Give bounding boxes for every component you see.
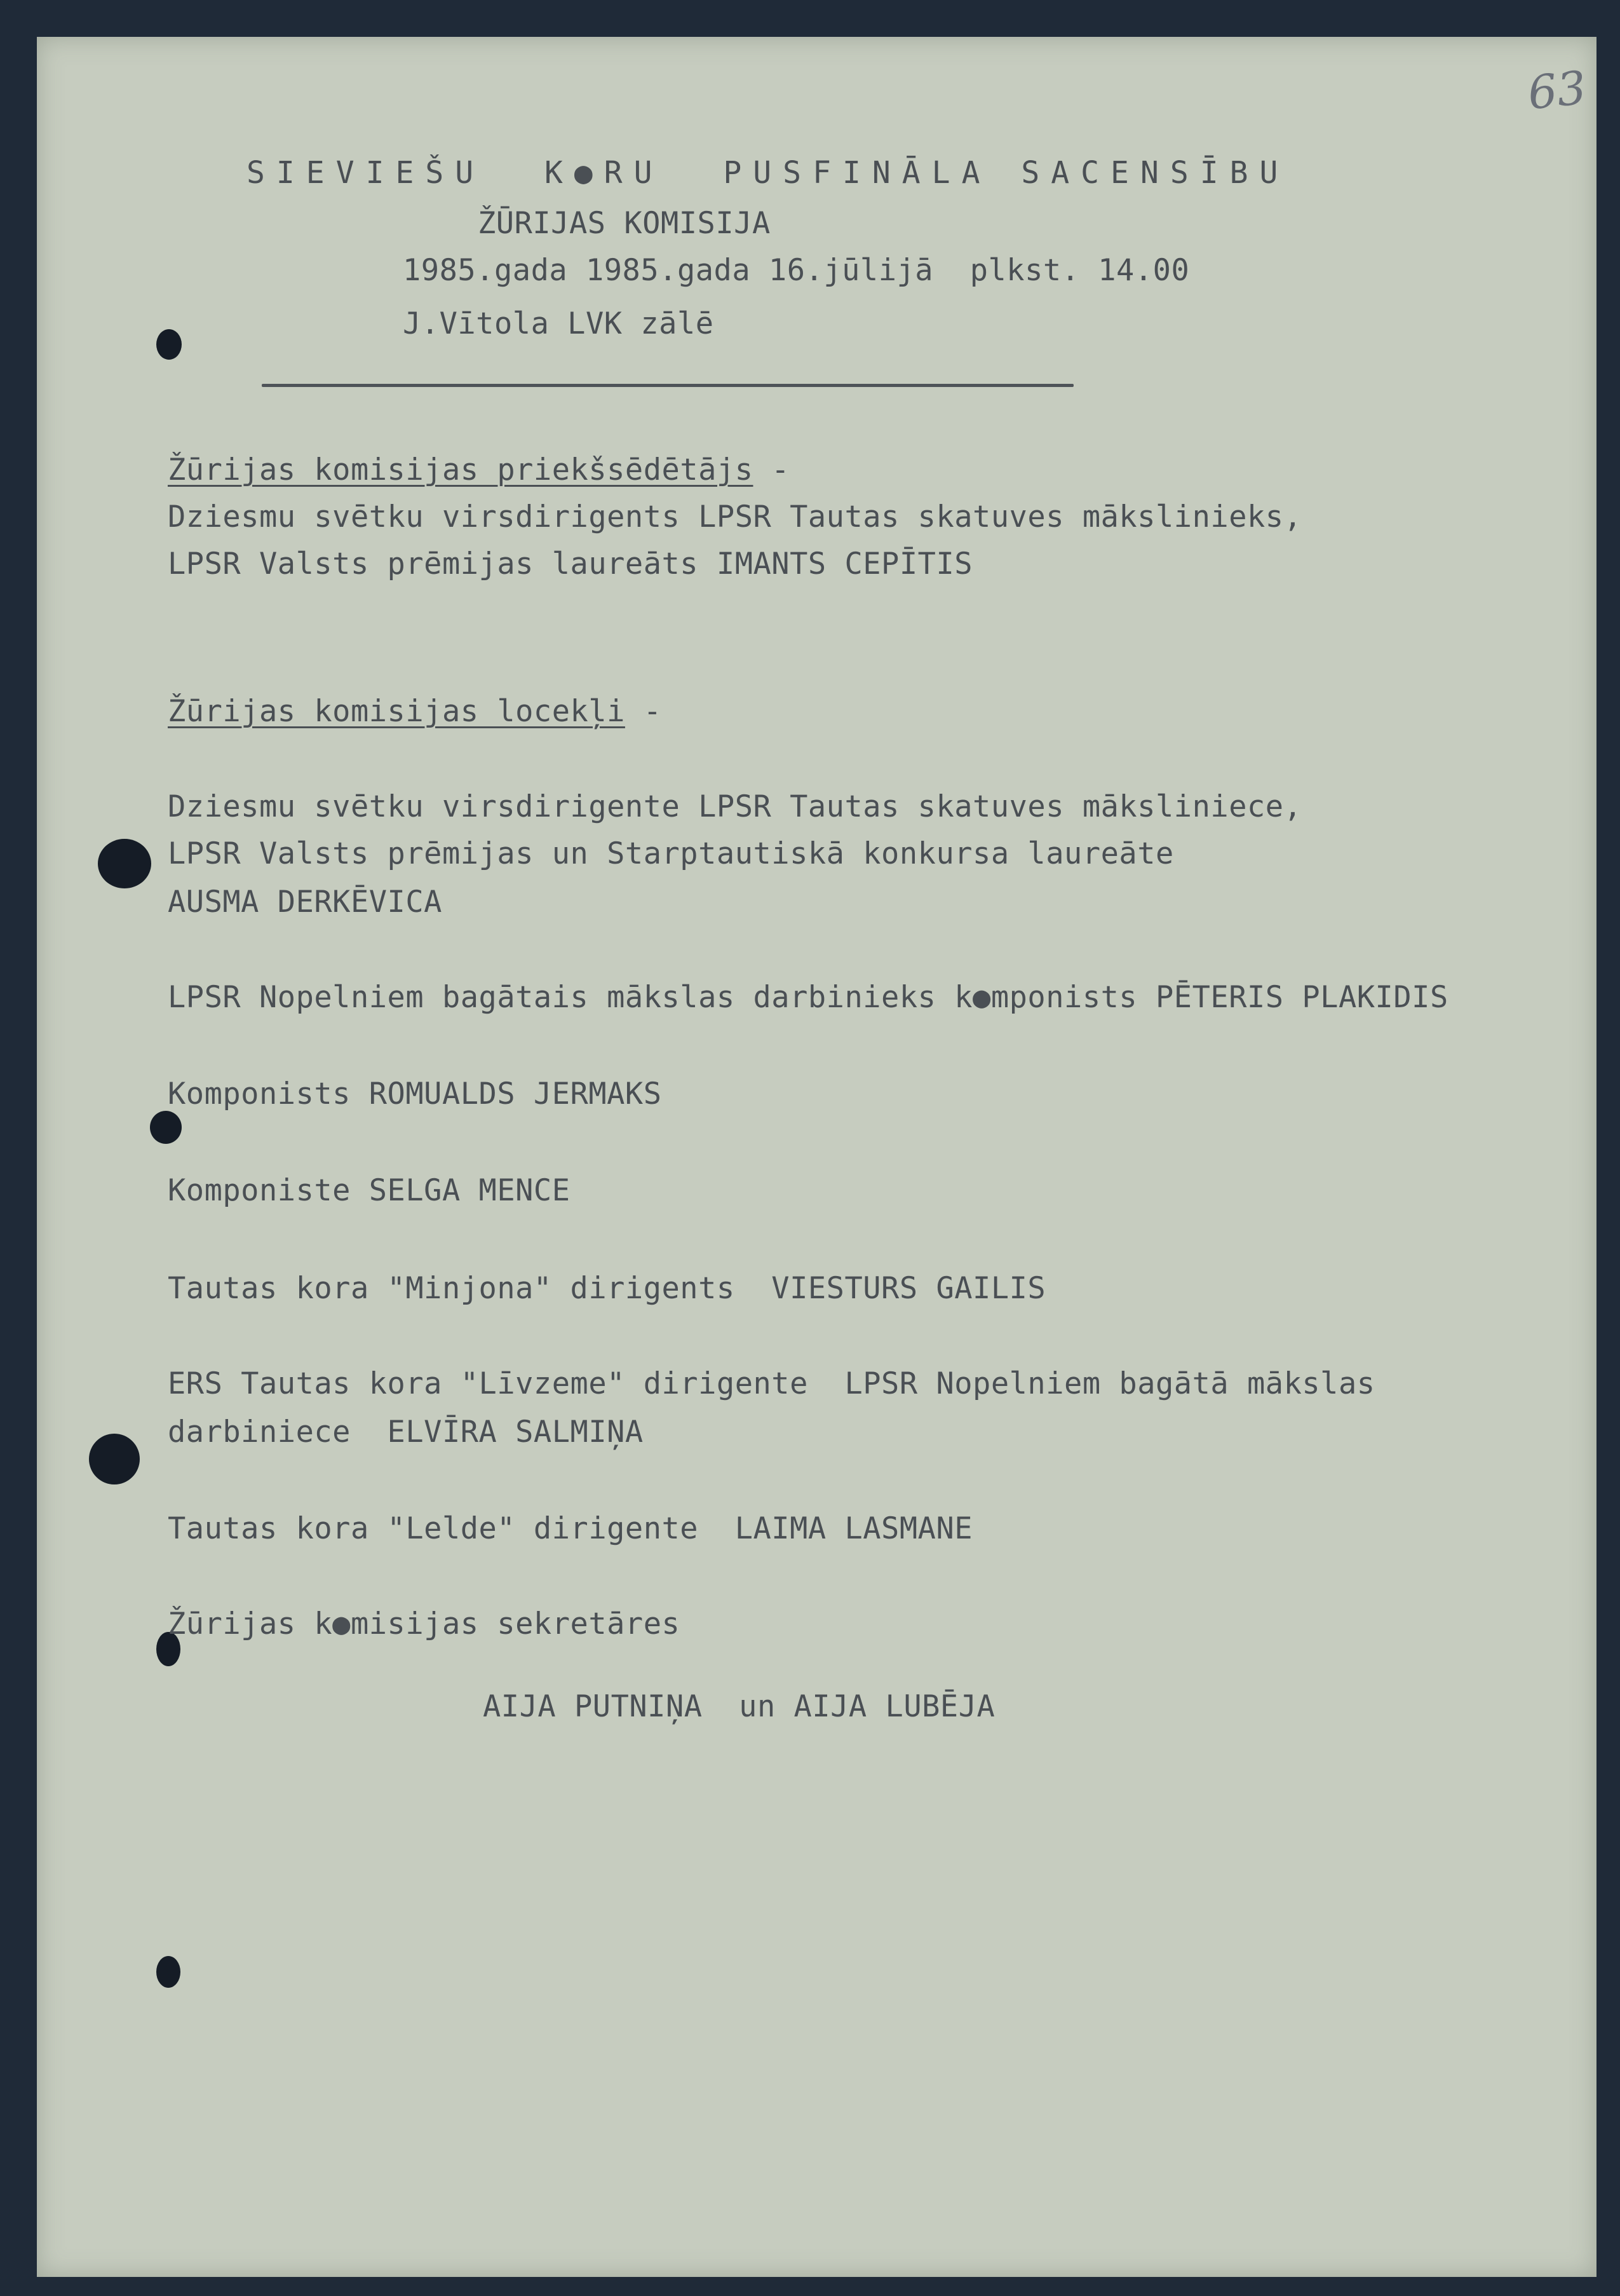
member-line: Dziesmu svētku virsdirigente LPSR Tautas skatuves māksliniece, xyxy=(168,789,1302,824)
document-subtitle: ŽŪRIJAS KOMISIJA xyxy=(478,206,771,241)
punch-hole xyxy=(156,329,182,360)
member-line: ERS Tautas kora "Līvzeme" dirigente LPSR Nopelniem bagātā mākslas xyxy=(168,1366,1375,1401)
venue-line: J.Vītola LVK zālē xyxy=(403,306,714,341)
members-heading-dash: - xyxy=(624,694,662,729)
chair-line-1: Dziesmu svētku virsdirigents LPSR Tautas skatuves mākslinieks, xyxy=(168,499,1302,534)
chair-line-2: LPSR Valsts prēmijas laureāts IMANTS CEPĪTIS xyxy=(168,547,973,581)
members-heading: Žūrijas komisijas locekļi xyxy=(168,694,625,729)
punch-hole xyxy=(98,839,151,888)
punch-hole xyxy=(150,1111,182,1144)
secretaries-heading: Žūrijas k●misijas sekretāres xyxy=(168,1607,680,1641)
secretaries-names: AIJA PUTNIŅA un AIJA LUBĒJA xyxy=(483,1689,996,1724)
chair-heading-row xyxy=(168,452,790,488)
punch-hole xyxy=(89,1434,140,1484)
header-divider xyxy=(262,384,1074,387)
document-sheet xyxy=(37,37,1596,2277)
member-line: LPSR Valsts prēmijas un Starptautiskā konkursa laureāte xyxy=(168,836,1174,871)
document-title: SIEVIEŠU K●RU PUSFINĀLA SACENSĪBU xyxy=(246,155,1290,191)
member-line: darbiniece ELVĪRA SALMIŅA xyxy=(168,1415,644,1450)
member-line: Komponiste SELGA MENCE xyxy=(168,1173,570,1208)
chair-heading: Žūrijas komisijas priekšsēdētājs xyxy=(168,452,753,487)
member-line: AUSMA DERKĒVICA xyxy=(168,885,442,920)
member-line: Tautas kora "Minjona" dirigents VIESTURS GAILIS xyxy=(168,1271,1046,1306)
chair-heading-dash: - xyxy=(753,452,790,487)
punch-hole xyxy=(156,1956,180,1988)
member-line: Komponists ROMUALDS JERMAKS xyxy=(168,1077,662,1111)
page-number: 63 xyxy=(1525,60,1589,120)
member-line: LPSR Nopelniem bagātais mākslas darbinieks k●mponists PĒTERIS PLAKIDIS xyxy=(168,980,1448,1015)
members-heading-row xyxy=(168,694,662,730)
member-line: Tautas kora "Lelde" dirigente LAIMA LASMANE xyxy=(168,1511,973,1546)
date-line: 1985.gada 1985.gada 16.jūlijā plkst. 14.00 xyxy=(403,253,1190,288)
